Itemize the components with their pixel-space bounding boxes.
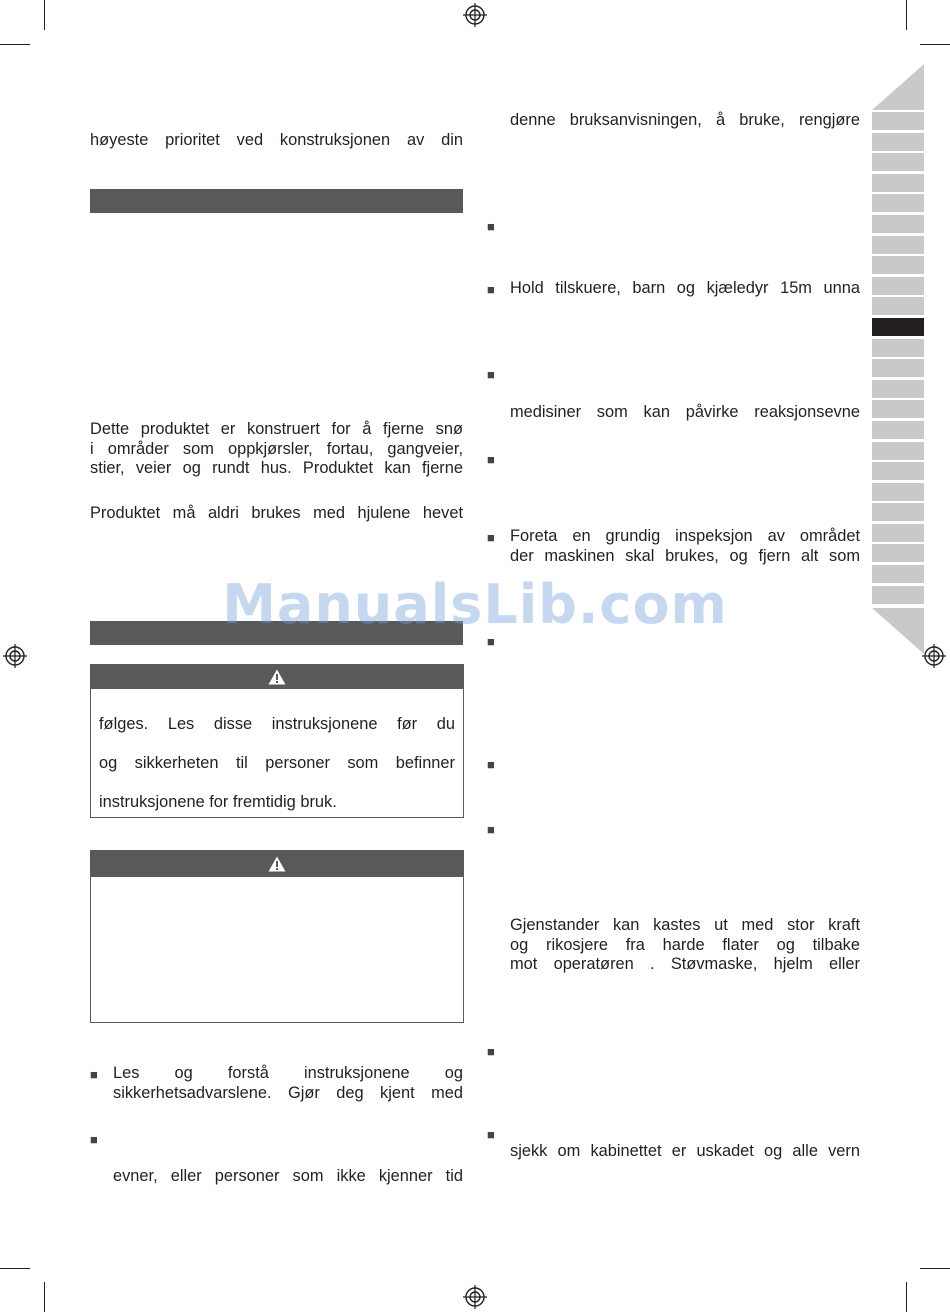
bullet-marker: ■ [487, 1044, 495, 1059]
language-tab [872, 380, 924, 398]
language-tab [872, 277, 924, 295]
language-tab [872, 339, 924, 357]
inspection-item [510, 527, 860, 566]
bullet-marker: ■ [487, 634, 495, 649]
language-tab [872, 359, 924, 377]
text-line: og rikosjere fra harde flater og tilbake [510, 935, 860, 954]
language-tab [872, 174, 924, 192]
warning-triangle-icon [268, 856, 286, 872]
language-tab [872, 153, 924, 171]
language-tab [872, 194, 924, 212]
bullet-marker: ■ [487, 452, 495, 467]
warning-text-line: instruksjonene for fremtidig bruk. [99, 793, 337, 811]
tab-strip-top-triangle [872, 64, 924, 110]
language-tab [872, 483, 924, 501]
purpose-paragraph [90, 420, 463, 479]
language-tab [872, 524, 924, 542]
spectators-line: Hold tilskuere, barn og kjæledyr 15m unna [510, 279, 860, 297]
text-line: i områder som oppkjørsler, fortau, gangveier, [90, 439, 463, 458]
watermark: ManualsLib.com [222, 573, 728, 636]
warning-text-line: følges. Les disse instruksjonene før du [99, 715, 455, 733]
language-tab [872, 297, 924, 315]
language-tab [872, 133, 924, 151]
language-tab [872, 544, 924, 562]
warning-box [90, 664, 464, 818]
registration-mark-icon [922, 644, 946, 668]
registration-mark-icon [463, 1285, 487, 1309]
language-tab-active [872, 318, 924, 336]
text-line: Dette produktet er konstruert for å fjerne snø [90, 420, 463, 438]
bullet-item [113, 1064, 463, 1103]
language-tab [872, 400, 924, 418]
text-line: Gjenstander kan kastes ut med stor kraft [510, 916, 860, 934]
language-tab [872, 442, 924, 460]
language-tab [872, 215, 924, 233]
language-tab [872, 421, 924, 439]
crop-mark [906, 0, 907, 30]
text-line: sikkerhetsadvarslene. Gjør deg kjent med [113, 1083, 463, 1102]
bullet-item: evner, eller personer som ikke kjenner tid [113, 1167, 463, 1185]
objects-paragraph [510, 916, 860, 975]
text-line: Les og forstå instruksjonene og [113, 1064, 463, 1082]
bullet-marker: ■ [487, 530, 495, 545]
section-heading-bar [90, 189, 463, 213]
bullet-marker: ■ [90, 1132, 98, 1147]
crop-mark [906, 1282, 907, 1312]
crop-mark [44, 0, 45, 30]
text-line: Foreta en grundig inspeksjon av området [510, 527, 860, 545]
warning-header [91, 665, 463, 689]
registration-mark-icon [463, 3, 487, 27]
bullet-marker: ■ [487, 367, 495, 382]
text-line: der maskinen skal brukes, og fjern alt som [510, 546, 860, 565]
language-tab [872, 256, 924, 274]
crop-mark [0, 1268, 30, 1269]
crop-mark [44, 1282, 45, 1312]
medicine-line: medisiner som kan påvirke reaksjonsevne [510, 403, 860, 421]
bullet-marker: ■ [487, 219, 495, 234]
crop-mark [920, 44, 950, 45]
registration-mark-icon [3, 644, 27, 668]
bullet-marker: ■ [90, 1067, 98, 1082]
language-tab [872, 112, 924, 130]
bullet-marker: ■ [487, 757, 495, 772]
language-tab-strip [872, 112, 924, 606]
intro-line: høyeste prioritet ved konstruksjonen av din [90, 131, 463, 149]
top-line: denne bruksanvisningen, å bruke, rengjøre [510, 111, 860, 129]
warning-triangle-icon [268, 669, 286, 685]
warning-box [90, 850, 464, 1023]
language-tab [872, 236, 924, 254]
bullet-marker: ■ [487, 1127, 495, 1142]
wheels-line: Produktet må aldri brukes med hjulene hevet [90, 504, 463, 522]
crop-mark [0, 44, 30, 45]
bullet-marker: ■ [487, 822, 495, 837]
warning-text-line: og sikkerheten til personer som befinner [99, 754, 455, 772]
cabinet-line: sjekk om kabinettet er uskadet og alle vern [510, 1142, 860, 1160]
crop-mark [920, 1268, 950, 1269]
warning-header [91, 851, 463, 877]
text-line: mot operatøren . Støvmaske, hjelm eller [510, 955, 860, 973]
language-tab [872, 503, 924, 521]
text-line: stier, veier og rundt hus. Produktet kan fjerne [90, 459, 463, 477]
bullet-marker: ■ [487, 282, 495, 297]
language-tab [872, 462, 924, 480]
